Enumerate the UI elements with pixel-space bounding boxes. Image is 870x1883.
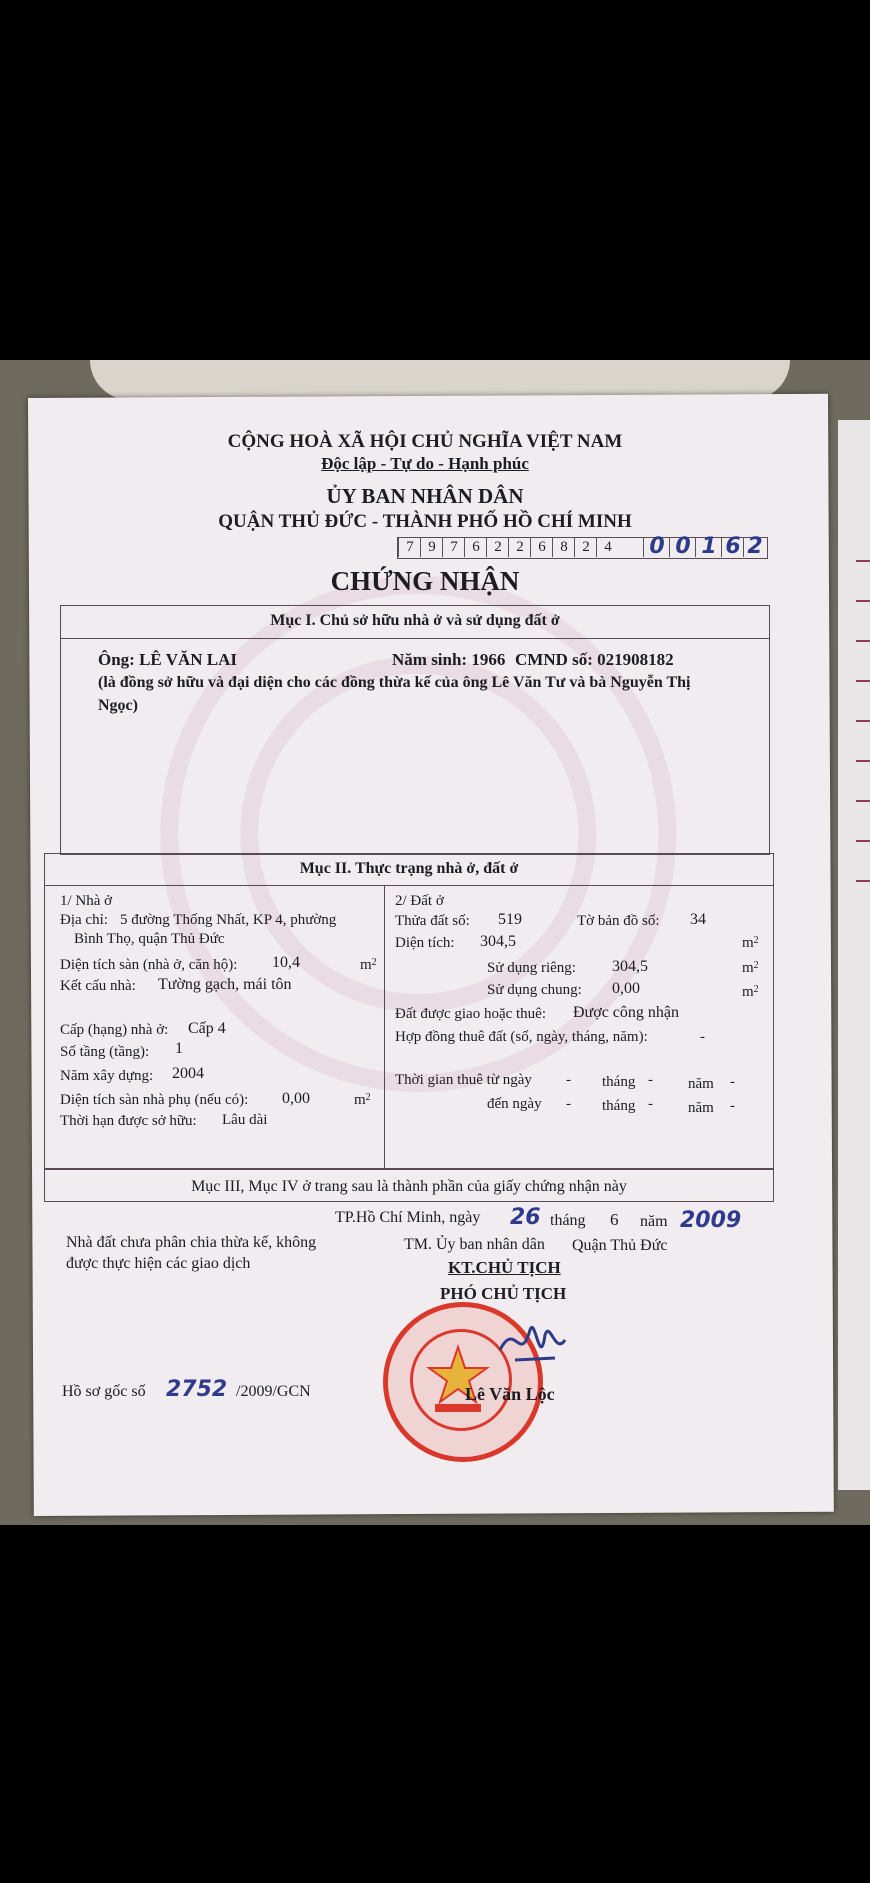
signature-year-label: năm: [640, 1213, 668, 1230]
private-use-unit: $m^2$: [742, 960, 759, 976]
section1-box: [60, 605, 770, 855]
land-area-value: 304,5: [480, 933, 516, 950]
lease-to-year-label: năm: [688, 1100, 714, 1116]
lease-from-month: -: [648, 1072, 653, 1088]
serial-digit: 9: [420, 537, 443, 557]
signature-month-label: tháng: [550, 1212, 586, 1229]
restriction-line2: được thực hiện các giao dịch: [66, 1255, 251, 1272]
owner-name: Ông: LÊ VĂN LAI: [98, 650, 238, 669]
on-behalf-label: TM. Ủy ban nhân dân: [404, 1236, 545, 1253]
authority-name: ỦY BAN NHÂN DÂN: [326, 484, 524, 508]
file-number-value: 2752: [166, 1377, 228, 1402]
floors-label: Số tầng (tầng):: [60, 1044, 150, 1060]
lease-from-day: -: [566, 1072, 571, 1088]
file-number-label: Hồ sơ gốc số: [62, 1383, 146, 1400]
ownership-term-value: Lâu dài: [222, 1112, 268, 1128]
house-label: 1/ Nhà ở: [60, 893, 113, 909]
serial-digit: 6: [530, 537, 553, 557]
lease-to-month-label: tháng: [602, 1098, 636, 1114]
address-line2: Bình Thọ, quận Thủ Đức: [74, 931, 225, 947]
footer-note: Mục III, Mục IV ở trang sau là thành phần của giấy chứng nhận này: [191, 1178, 627, 1195]
shared-use-label: Sử dụng chung:: [487, 982, 582, 998]
district-name: QUẬN THỦ ĐỨC - THÀNH PHỐ HỒ CHÍ MINH: [218, 511, 632, 532]
signer-name: Lê Văn Lộc: [465, 1384, 555, 1404]
lease-from-year: -: [730, 1074, 735, 1090]
floor-area-label: Diện tích sàn (nhà ở, căn hộ):: [60, 957, 238, 973]
structure-label: Kết cấu nhà:: [60, 978, 136, 994]
file-number-suffix: /2009/GCN: [236, 1383, 311, 1400]
signature-month: 6: [610, 1210, 619, 1229]
serial-digit-handwritten: 1: [695, 537, 722, 557]
parcel-value: 519: [498, 911, 522, 928]
owner-note: (là đồng sở hữu và đại diện cho các đồng thừa kế của ông Lê Văn Tư và bà Nguyễn Thị: [98, 674, 691, 691]
granted-value: Được công nhận: [573, 1004, 679, 1021]
lease-contract-label: Hợp đồng thuê đất (số, ngày, tháng, năm):: [395, 1029, 648, 1045]
serial-digit: 6: [464, 537, 487, 557]
lease-contract-value: -: [700, 1029, 705, 1045]
private-use-label: Sử dụng riêng:: [487, 960, 576, 976]
signature-day: 26: [510, 1205, 541, 1230]
address-line1: 5 đường Thống Nhất, KP 4, phường: [120, 912, 337, 928]
signer-role-1: KT.CHỦ TỊCH: [448, 1258, 561, 1277]
floors-value: 1: [175, 1040, 183, 1057]
certificate-title: CHỨNG NHẬN: [330, 566, 520, 596]
year-built-label: Năm xây dựng:: [60, 1068, 154, 1084]
grade-label: Cấp (hạng) nhà ở:: [60, 1022, 169, 1038]
country-name: CỘNG HOÀ XÃ HỘI CHỦ NGHĨA VIỆT NAM: [227, 431, 623, 452]
lease-to-month: -: [648, 1096, 653, 1112]
ownership-term-label: Thời hạn được sở hữu:: [60, 1113, 197, 1129]
aux-area-unit: $m^2$: [354, 1092, 371, 1108]
lease-from-label: Thời gian thuê từ ngày: [395, 1072, 532, 1088]
parcel-label: Thửa đất số:: [395, 913, 470, 929]
lease-to-label: đến ngày: [487, 1096, 542, 1112]
granted-label: Đất được giao hoặc thuê:: [395, 1006, 547, 1022]
land-label: 2/ Đất ở: [395, 893, 444, 909]
section2-heading: Mục II. Thực trạng nhà ở, đất ở: [299, 860, 519, 877]
serial-digit: 4: [596, 537, 619, 557]
map-sheet-value: 34: [690, 911, 706, 928]
serial-digit-handwritten: 2: [743, 537, 766, 557]
floor-area-unit: $m^2$: [360, 957, 377, 973]
lease-to-year: -: [730, 1098, 735, 1114]
land-area-unit: $m^2$: [742, 935, 759, 951]
adjacent-page: [838, 420, 870, 1490]
serial-digit: 7: [398, 537, 421, 557]
shared-use-unit: $m^2$: [742, 984, 759, 1000]
owner-id-number: CMND số: 021908182: [515, 650, 674, 669]
private-use-value: 304,5: [612, 958, 648, 975]
motto: Độc lập - Tự do - Hạnh phúc: [321, 454, 529, 473]
map-sheet-label: Tờ bản đồ số:: [577, 913, 660, 929]
year-built-value: 2004: [172, 1065, 204, 1082]
serial-digit: 7: [442, 537, 465, 557]
serial-digit: 2: [508, 537, 531, 557]
on-behalf-district: Quận Thủ Đức: [572, 1237, 668, 1254]
signature-place: TP.Hồ Chí Minh, ngày: [335, 1209, 481, 1226]
serial-digit-handwritten: 0: [643, 537, 670, 557]
owner-birth-year: Năm sinh: 1966: [392, 650, 506, 669]
lease-to-day: -: [566, 1096, 571, 1112]
serial-digit-handwritten: 0: [669, 537, 696, 557]
handwritten-signature-icon: [495, 1310, 575, 1380]
serial-digit: 2: [486, 537, 509, 557]
floor-area-value: 10,4: [272, 954, 300, 971]
owner-note-cont: Ngọc): [98, 697, 138, 714]
aux-area-value: 0,00: [282, 1090, 310, 1107]
signer-role-2: PHÓ CHỦ TỊCH: [440, 1284, 567, 1303]
aux-area-label: Diện tích sàn nhà phụ (nếu có):: [60, 1092, 249, 1108]
serial-digit-handwritten: 6: [721, 537, 744, 557]
grade-value: Cấp 4: [188, 1020, 226, 1037]
serial-digit: 2: [574, 537, 597, 557]
lease-from-year-label: năm: [688, 1076, 714, 1092]
serial-digit: 8: [552, 537, 575, 557]
lease-from-month-label: tháng: [602, 1074, 636, 1090]
shared-use-value: 0,00: [612, 980, 640, 997]
restriction-line1: Nhà đất chưa phân chia thừa kế, không: [66, 1234, 317, 1251]
signature-year: 2009: [680, 1208, 742, 1233]
section1-heading: Mục I. Chủ sở hữu nhà ở và sử dụng đất ở: [270, 612, 560, 629]
land-area-label: Diện tích:: [395, 935, 455, 951]
address-label: Địa chỉ:: [60, 912, 108, 928]
structure-value: Tường gạch, mái tôn: [158, 976, 292, 993]
